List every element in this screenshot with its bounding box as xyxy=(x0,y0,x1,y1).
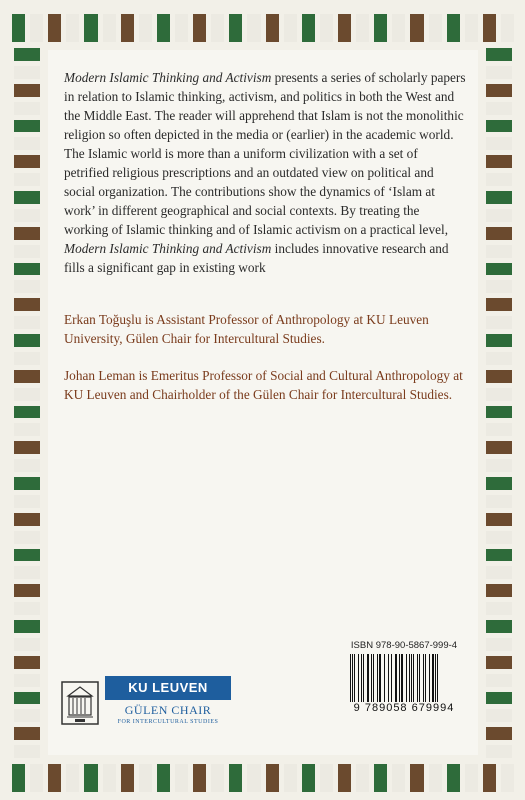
border-block xyxy=(486,638,512,651)
border-block xyxy=(486,263,512,276)
border-block xyxy=(486,173,512,186)
border-block xyxy=(14,495,40,508)
border-block xyxy=(486,352,512,365)
border-block xyxy=(486,370,512,383)
border-block xyxy=(486,459,512,472)
border-block xyxy=(121,764,134,792)
leuven-university-press-seal-icon xyxy=(60,680,100,726)
border-block xyxy=(157,14,170,42)
border-block xyxy=(486,84,512,97)
border-block xyxy=(84,14,97,42)
border-block xyxy=(14,513,40,526)
border-block xyxy=(14,549,40,562)
border-block xyxy=(157,764,170,792)
barcode xyxy=(350,654,468,702)
border-block xyxy=(486,48,512,61)
border-block xyxy=(483,14,496,42)
border-block xyxy=(229,14,242,42)
border-block xyxy=(14,692,40,705)
border-block xyxy=(14,423,40,436)
border-block xyxy=(14,263,40,276)
border-block xyxy=(486,620,512,633)
gulen-chair-subtitle: FOR INTERCULTURAL STUDIES xyxy=(117,719,219,725)
border-block xyxy=(247,764,260,792)
border-block xyxy=(486,692,512,705)
gulen-chair-name: GÜLEN CHAIR xyxy=(124,703,212,717)
border-left xyxy=(14,48,40,758)
border-block xyxy=(14,370,40,383)
border-block xyxy=(501,764,514,792)
border-block xyxy=(14,727,40,740)
author-bio-leman: Johan Leman is Emeritus Professor of Social and Cultural Anthropology at KU Leuven and Chairholder of the Gülen Chair for Intercultural Studies. xyxy=(64,368,463,402)
book-title-italic: Modern Islamic Thinking and Activism xyxy=(64,70,272,85)
ku-leuven-logo xyxy=(105,676,231,732)
border-block xyxy=(429,764,442,792)
border-block xyxy=(302,14,315,42)
border-block xyxy=(121,14,134,42)
border-block xyxy=(392,14,405,42)
border-block xyxy=(266,14,279,42)
border-block xyxy=(486,137,512,150)
border-block xyxy=(14,245,40,258)
border-block xyxy=(12,14,25,42)
border-block xyxy=(486,155,512,168)
border-block xyxy=(14,709,40,722)
border-block xyxy=(14,48,40,61)
border-block xyxy=(483,764,496,792)
border-block xyxy=(486,441,512,454)
border-block xyxy=(14,316,40,329)
border-block xyxy=(465,764,478,792)
border-block xyxy=(486,477,512,490)
border-block xyxy=(486,280,512,293)
border-block xyxy=(14,334,40,347)
border-block xyxy=(356,764,369,792)
border-block xyxy=(486,674,512,687)
border-block xyxy=(465,14,478,42)
border-block xyxy=(14,745,40,758)
border-block xyxy=(14,137,40,150)
book-title-italic-2: Modern Islamic Thinking and Activism xyxy=(64,241,272,256)
border-block xyxy=(320,14,333,42)
border-block xyxy=(14,566,40,579)
border-block xyxy=(66,14,79,42)
border-block xyxy=(14,173,40,186)
border-block xyxy=(14,388,40,401)
border-block xyxy=(486,298,512,311)
border-block xyxy=(14,584,40,597)
border-block xyxy=(14,227,40,240)
barcode-number: 9 789058 679994 xyxy=(353,702,455,714)
border-block xyxy=(486,566,512,579)
border-block xyxy=(486,406,512,419)
border-block xyxy=(211,14,224,42)
border-block xyxy=(374,764,387,792)
border-block xyxy=(486,102,512,115)
border-block xyxy=(284,764,297,792)
blurb-text: presents a series of scholarly papers in relation to Islamic thinking, activism, and politics in both the West and the Middle East. The reader will apprehend that Islam is not the monolithic religion so often depicted in the media or (earlier) in the academic world. The Islamic world is more than a uniform civilization with a set of petrified religious prescriptions and an outdated view on political and social organization. The contributions show the dynamics of ‘Islam at work’ in different geographical and social contexts. By treating the working of Islamic thinking and of Islamic activism on a practical level, xyxy=(64,70,466,237)
border-block xyxy=(486,120,512,133)
border-block xyxy=(501,14,514,42)
border-block xyxy=(14,66,40,79)
border-block xyxy=(14,459,40,472)
border-block xyxy=(486,531,512,544)
border-block xyxy=(486,388,512,401)
border-block xyxy=(48,764,61,792)
border-block xyxy=(175,764,188,792)
border-block xyxy=(486,334,512,347)
border-block xyxy=(14,298,40,311)
border-block xyxy=(486,727,512,740)
border-block xyxy=(14,120,40,133)
border-block xyxy=(14,638,40,651)
border-block xyxy=(338,14,351,42)
border-block xyxy=(229,764,242,792)
border-block xyxy=(486,316,512,329)
border-block xyxy=(139,14,152,42)
border-block xyxy=(486,513,512,526)
border-block xyxy=(410,14,423,42)
border-bottom xyxy=(12,764,514,792)
border-block xyxy=(14,155,40,168)
border-block xyxy=(84,764,97,792)
blurb-text-end: includes innovative research and fills a significant gap in existing work xyxy=(64,241,449,275)
border-block xyxy=(175,14,188,42)
border-block xyxy=(14,191,40,204)
isbn-block xyxy=(336,640,472,720)
border-block xyxy=(30,764,43,792)
border-block xyxy=(14,209,40,222)
border-block xyxy=(193,14,206,42)
border-block xyxy=(14,102,40,115)
barcode-bar xyxy=(438,654,439,702)
border-block xyxy=(486,423,512,436)
border-block xyxy=(247,14,260,42)
border-block xyxy=(211,764,224,792)
border-block xyxy=(486,549,512,562)
border-block xyxy=(14,441,40,454)
border-block xyxy=(320,764,333,792)
border-block xyxy=(14,656,40,669)
border-block xyxy=(284,14,297,42)
border-block xyxy=(356,14,369,42)
border-block xyxy=(14,477,40,490)
border-block xyxy=(429,14,442,42)
border-block xyxy=(486,709,512,722)
border-block xyxy=(14,406,40,419)
border-block xyxy=(66,764,79,792)
border-block xyxy=(486,227,512,240)
border-block xyxy=(302,764,315,792)
author-bio-toguslu: Erkan Toğuşlu is Assistant Professor of Anthropology at KU Leuven University, Gülen Chair for Intercultural Studies. xyxy=(64,312,429,346)
border-top xyxy=(12,14,514,42)
border-block xyxy=(486,191,512,204)
border-block xyxy=(14,352,40,365)
border-block xyxy=(12,764,25,792)
border-block xyxy=(410,764,423,792)
border-block xyxy=(486,245,512,258)
border-block xyxy=(486,66,512,79)
border-block xyxy=(486,495,512,508)
isbn-label: ISBN 978-90-5867-999-4 xyxy=(350,640,458,651)
border-block xyxy=(14,531,40,544)
border-block xyxy=(193,764,206,792)
border-block xyxy=(447,764,460,792)
border-right xyxy=(486,48,512,758)
border-block xyxy=(266,764,279,792)
border-block xyxy=(486,209,512,222)
border-block xyxy=(103,14,116,42)
border-block xyxy=(486,602,512,615)
border-block xyxy=(338,764,351,792)
border-block xyxy=(139,764,152,792)
border-block xyxy=(447,14,460,42)
seal-logo xyxy=(60,680,100,726)
ku-leuven-wordmark: KU LEUVEN xyxy=(105,676,231,700)
border-block xyxy=(14,84,40,97)
border-block xyxy=(486,584,512,597)
border-block xyxy=(14,280,40,293)
border-block xyxy=(392,764,405,792)
border-block xyxy=(486,745,512,758)
border-block xyxy=(14,620,40,633)
border-block xyxy=(14,674,40,687)
book-blurb xyxy=(64,68,466,277)
border-block xyxy=(30,14,43,42)
border-block xyxy=(103,764,116,792)
border-block xyxy=(14,602,40,615)
border-block xyxy=(48,14,61,42)
border-block xyxy=(374,14,387,42)
border-block xyxy=(486,656,512,669)
